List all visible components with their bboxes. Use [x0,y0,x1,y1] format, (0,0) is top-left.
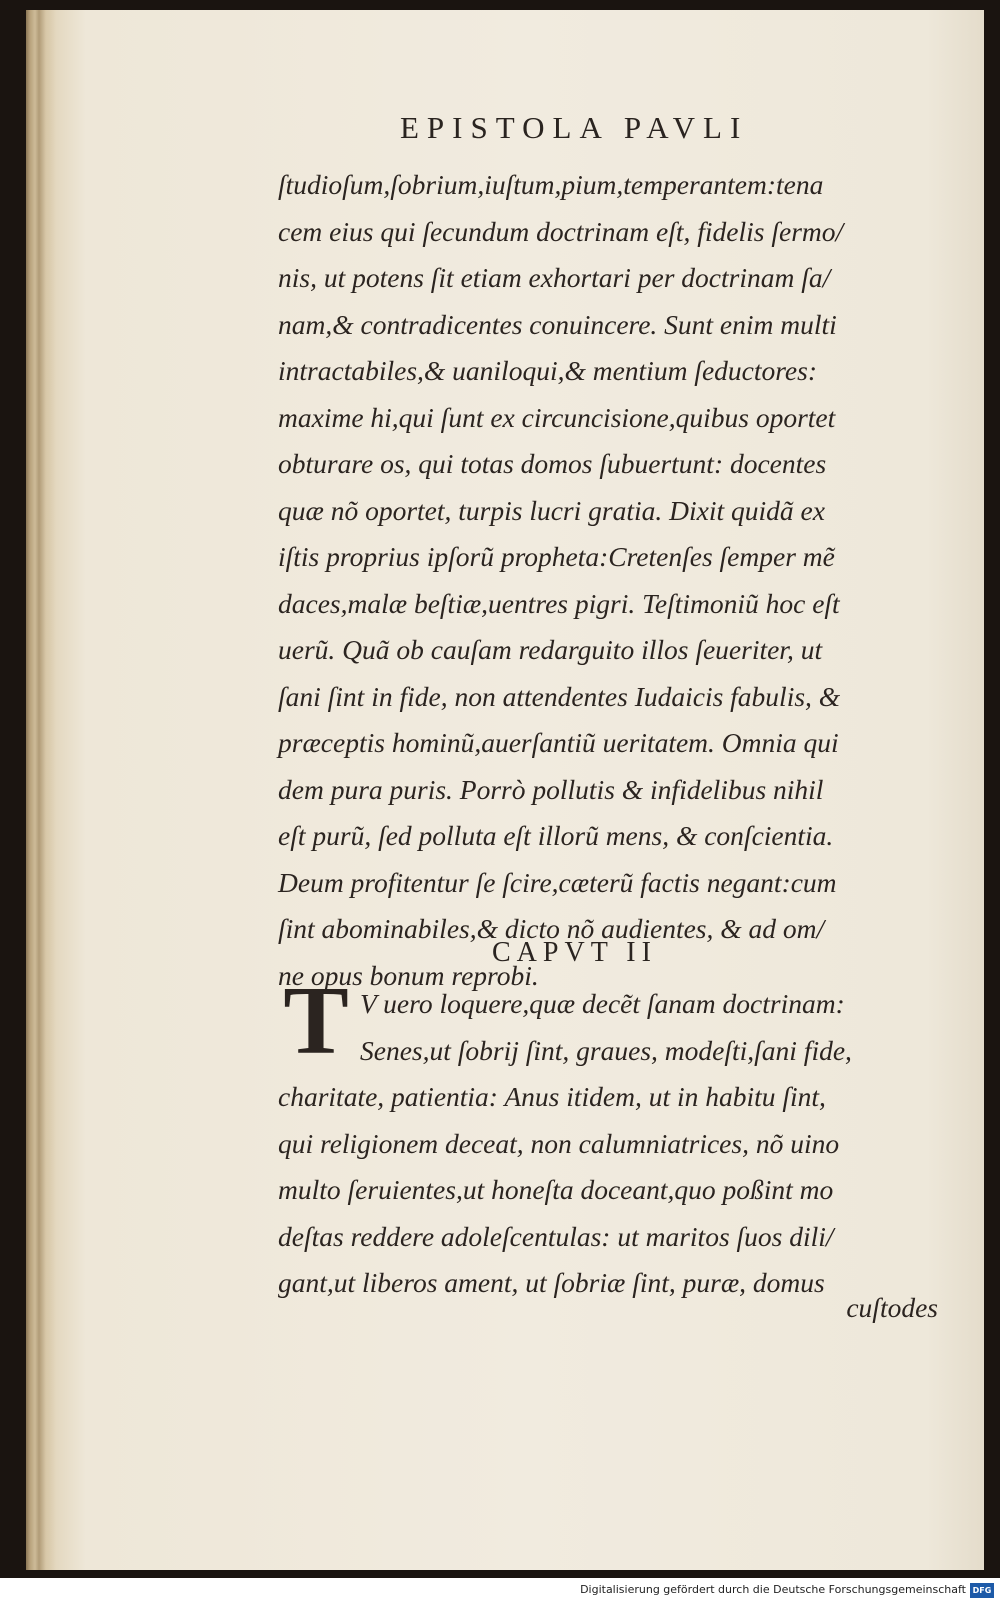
drop-cap-letter: T [283,967,349,1075]
footer-bar [0,1578,1000,1604]
funding-credit: Digitalisierung gefördert durch die Deutsche Forschungsgemeinschaft [580,1583,966,1596]
text-line: maxime hi,qui ſunt ex circuncisione,quibus oportet [278,401,836,433]
text-line: daces,malæ beſtiæ,uentres pigri. Teſtimoniũ hoc eſt [278,587,840,619]
text-line: Senes,ut ſobrij ſint, graues, modeſti,ſani fide, [360,1034,852,1066]
dfg-logo: DFG [970,1583,994,1598]
text-line: nam,& contradicentes conuincere. Sunt enim multi [278,308,837,340]
chapter-heading: CAPVT II [492,937,657,968]
text-line: uerũ. Quã ob cauſam redarguito illos ſeueriter, ut [278,634,823,665]
chapter-text [278,981,958,1307]
text-line: ſint abominabiles,& dicto nõ audientes, & ad om/ [278,913,825,944]
page-gutter [26,10,56,1570]
text-line: qui religionem deceat, non calumniatrices, nõ uino [278,1127,840,1159]
text-line: iſtis proprius ipſorũ propheta:Cretenſes ſemper mẽ [278,541,835,572]
text-line: obturare os, qui totas domos ſubuertunt: docentes [278,448,827,479]
text-line: dem pura puris. Porrò pollutis & infidelibus nihil [278,773,824,805]
text-line: nis, ut potens ſit etiam exhortari per doctrinam ſa/ [278,262,831,293]
text-line: intractabiles,& uaniloqui,& mentium ſeductores: [278,355,817,386]
text-line: charitate, patientia: Anus itidem, ut in habitu ſint, [278,1081,826,1112]
text-line: cem eius qui ſecundum doctrinam eſt, fidelis ſermo/ [278,215,844,247]
catchword: cuſtodes [846,1292,938,1323]
text-line: multo ſeruientes,ut honeſta doceant,quo poßint mo [278,1174,834,1205]
body-text [278,162,958,999]
text-line: Deum profitentur ſe ſcire,cæterũ factis negant:cum [278,866,837,898]
text-line: V uero loquere,quæ decẽt ſanam doctrinam: [360,988,845,1019]
text-line: quæ nõ oportet, turpis lucri gratia. Dixit quidã ex [278,494,825,526]
text-line: eſt purũ, ſed polluta eſt illorũ mens, & conſcientia. [278,820,834,851]
text-line: ſtudioſum,ſobrium,iuſtum,pium,temperantem:tena [278,169,824,200]
text-line: gant,ut liberos ament, ut ſobriæ ſint, puræ, domus [278,1267,825,1298]
text-line: præceptis hominũ,auerſantiũ ueritatem. Omnia qui [278,727,839,758]
running-head: EPISTOLA PAVLI [400,110,749,145]
text-line: ne opus bonum reprobi. [278,959,539,991]
text-line: deſtas reddere adoleſcentulas: ut maritos ſuos dili/ [278,1220,834,1252]
text-line: ſani ſint in fide, non attendentes Iudaicis fabulis, & [278,680,841,712]
